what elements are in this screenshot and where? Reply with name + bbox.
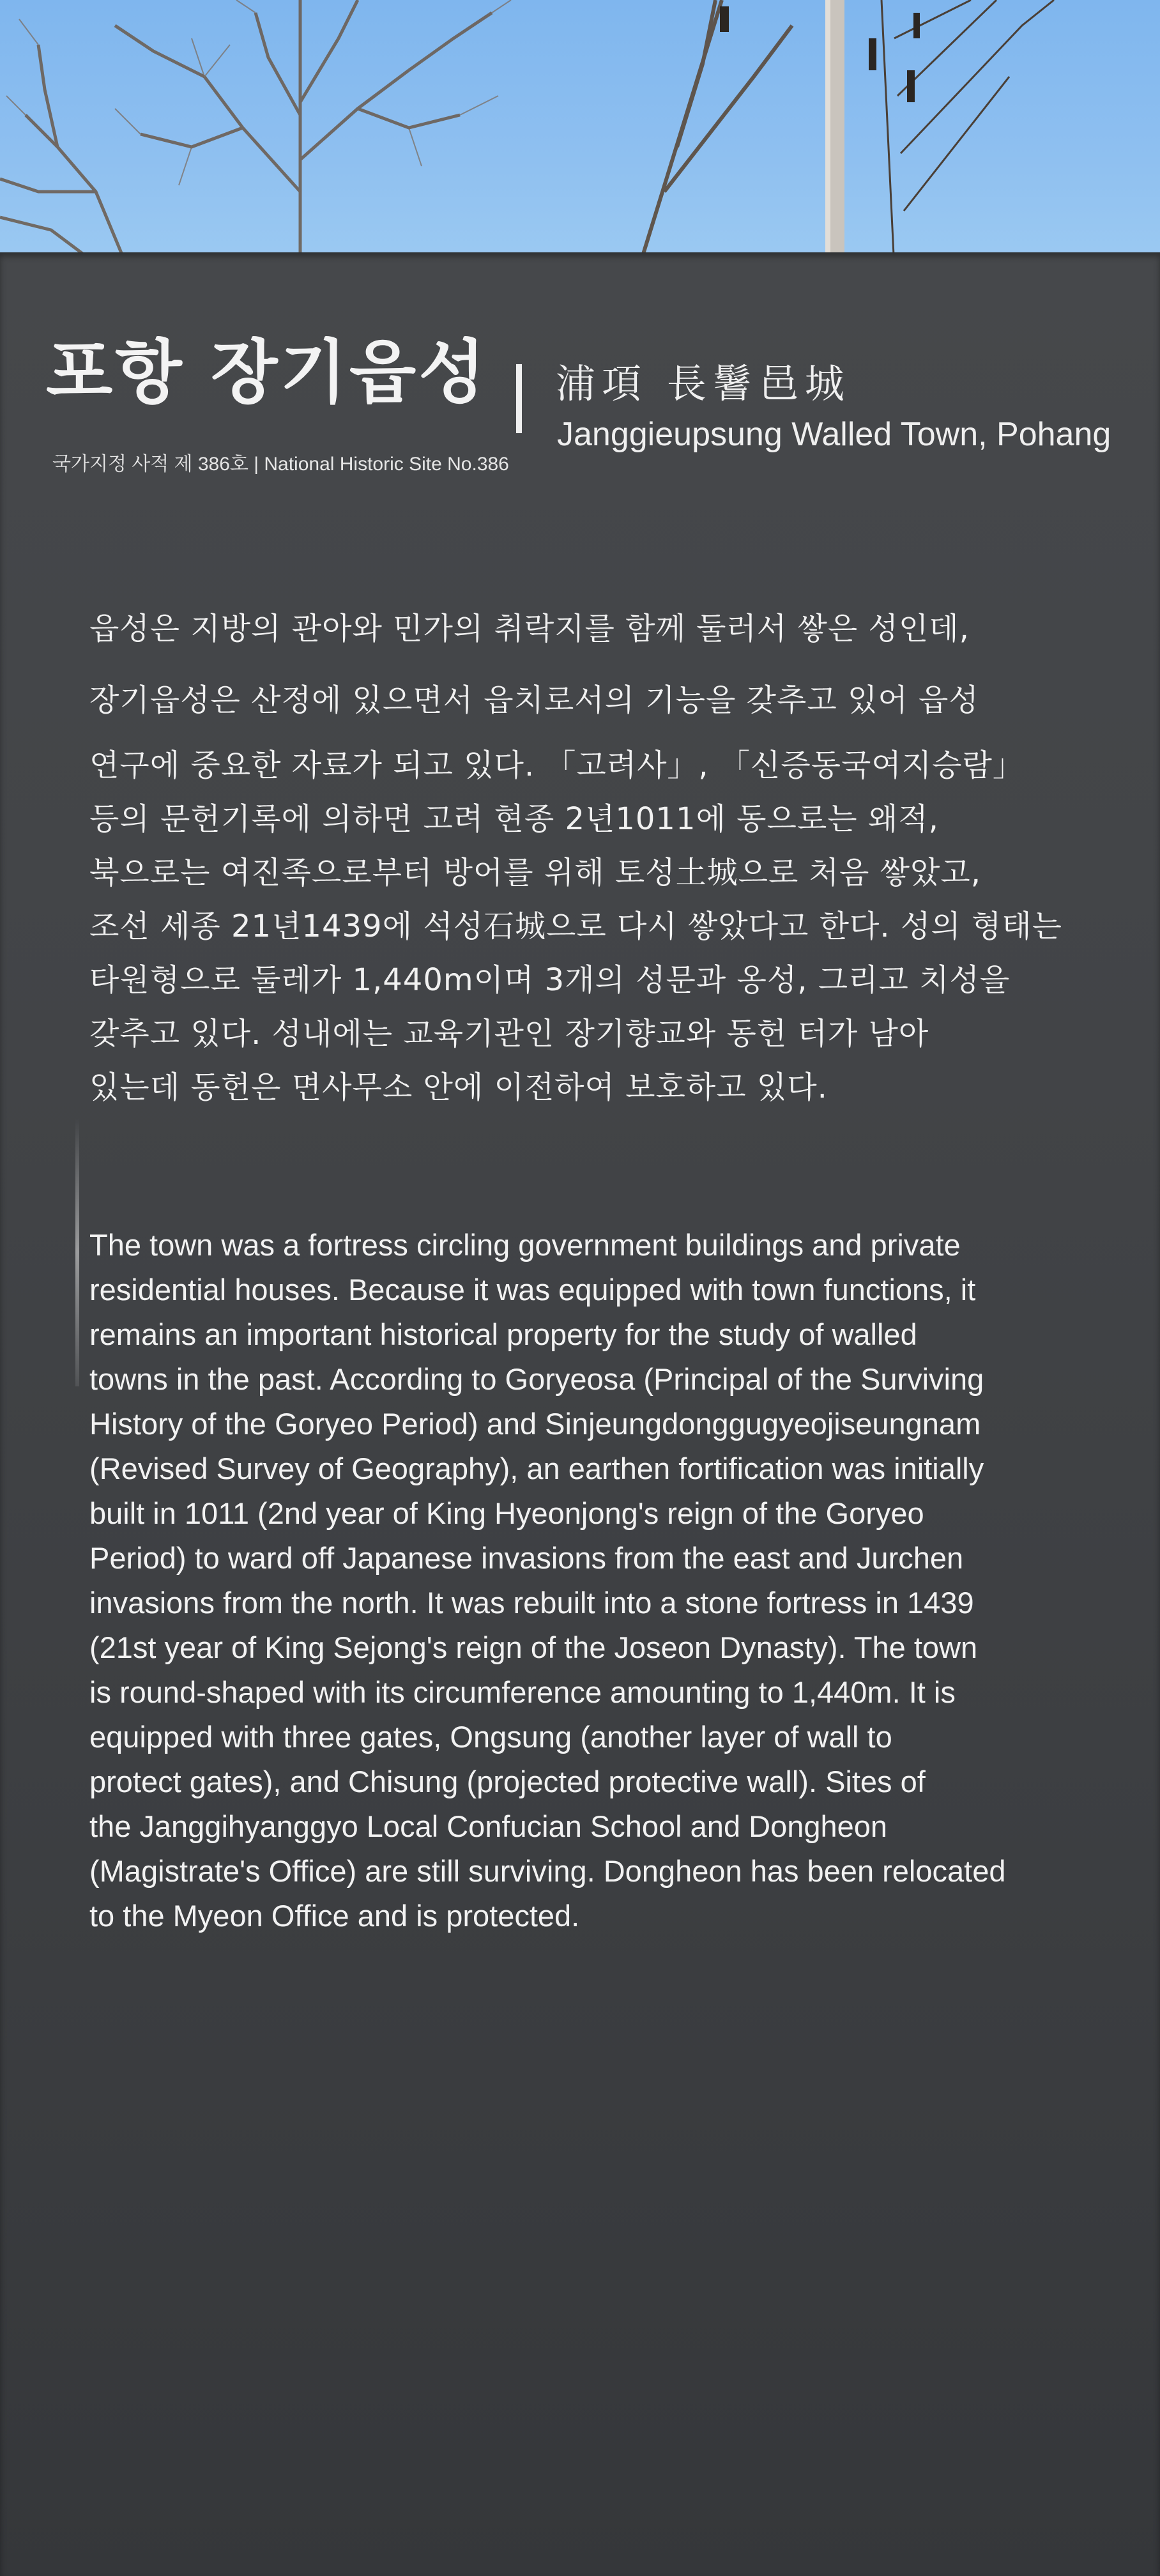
korean-text-line: 읍성은 지방의 관아와 민가의 취락지를 함께 둘러서 쌓은 성인데, xyxy=(89,611,970,647)
english-text-line: protect gates), and Chisung (projected protective wall). Sites of xyxy=(89,1765,926,1798)
korean-text-line: 타원형으로 둘레가 1,440m이며 3개의 성문과 옹성, 그리고 치성을 xyxy=(89,962,1011,998)
english-text-line: is round-shaped with its circumference amounting to 1,440m. It is xyxy=(89,1675,956,1709)
english-text-line: the Janggihyanggyo Local Confucian School and Dongheon xyxy=(89,1809,888,1843)
title-english: Janggieupsung Walled Town, Pohang xyxy=(557,416,1111,453)
title-korean: 포항 장기읍성 xyxy=(46,333,488,413)
english-text-line: remains an important historical property for the study of walled xyxy=(89,1317,917,1351)
english-text-line: (Revised Survey of Geography), an earthen fortification was initially xyxy=(89,1452,984,1485)
english-text-line: built in 1011 (2nd year of King Hyeonjong's reign of the Goryeo xyxy=(89,1496,924,1530)
english-text-line: residential houses. Because it was equipped with town functions, it xyxy=(89,1273,976,1307)
english-text-line: Period) to ward off Japanese invasions from the east and Jurchen xyxy=(89,1541,964,1575)
english-text-line: (Magistrate's Office) are still surviving. Dongheon has been relocated xyxy=(89,1854,1006,1888)
korean-text-line: 등의 문헌기록에 의하면 고려 현종 2년1011에 동으로는 왜적, xyxy=(89,801,939,837)
korean-text-line: 북으로는 여진족으로부터 방어를 위해 토성土城으로 처음 쌓았고, xyxy=(89,855,982,891)
english-text-line: equipped with three gates, Ongsung (another layer of wall to xyxy=(89,1720,892,1754)
english-text-line: invasions from the north. It was rebuilt into a stone fortress in 1439 xyxy=(89,1586,974,1620)
korean-text-line: 있는데 동헌은 면사무소 안에 이전하여 보호하고 있다. xyxy=(89,1070,828,1105)
title-hanja: 浦項 長鬐邑城 xyxy=(556,360,851,407)
english-text-line: (21st year of King Sejong's reign of the Joseon Dynasty). The town xyxy=(89,1630,978,1664)
english-text-line: towns in the past. According to Goryeosa (Principal of the Surviving xyxy=(89,1362,984,1396)
english-text-line: The town was a fortress circling government buildings and private xyxy=(89,1228,961,1262)
korean-text-line: 장기읍성은 산정에 있으면서 읍치로서의 기능을 갖추고 있어 읍성 xyxy=(89,682,979,718)
english-text-line: History of the Goryeo Period) and Sinjeungdonggugyeojiseungnam xyxy=(89,1407,981,1441)
korean-text-line: 연구에 중요한 자료가 되고 있다. 「고려사」, 「신증동국여지승람」 xyxy=(89,747,1024,783)
sky-background xyxy=(0,0,1160,268)
bare-tree-branches xyxy=(0,0,1160,268)
english-text-line: to the Myeon Office and is protected. xyxy=(89,1899,580,1933)
surface-scratch xyxy=(75,1118,79,1386)
title-divider xyxy=(516,364,522,433)
korean-text-line: 조선 세종 21년1439에 석성石城으로 다시 쌓았다고 한다. 성의 형태는 xyxy=(89,908,1063,944)
site-designation: 국가지정 사적 제 386호 | National Historic Site No.386 xyxy=(52,454,509,475)
korean-text-line: 갖추고 있다. 성내에는 교육기관인 장기향교와 동헌 터가 남아 xyxy=(89,1016,929,1052)
